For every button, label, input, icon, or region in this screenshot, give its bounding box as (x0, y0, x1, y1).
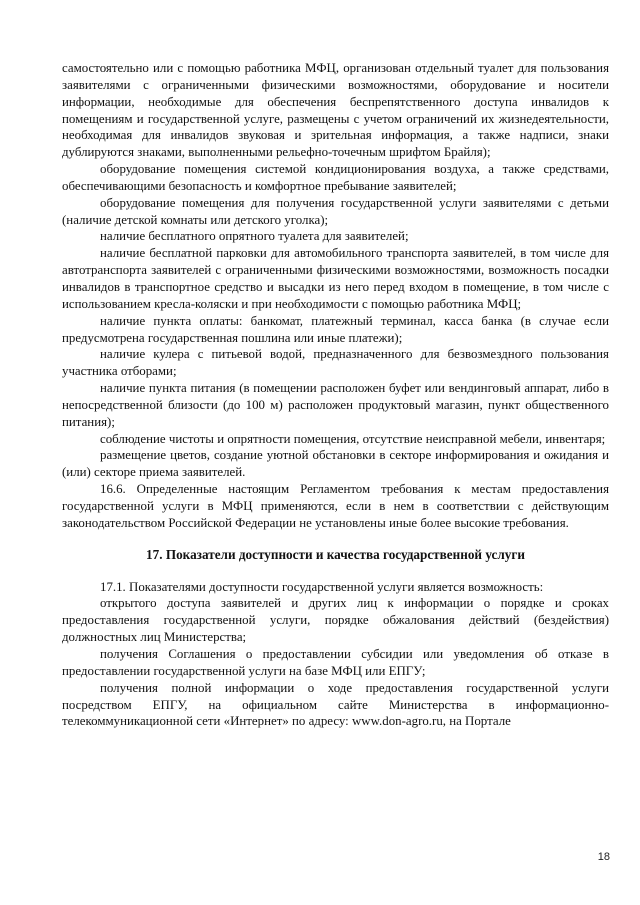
section-heading: 17. Показатели доступности и качества государственной услуги (146, 546, 525, 562)
paragraph: получения Соглашения о предоставлении субсидии или уведомления об отказе в предоставлении государственной услуги на базе МФЦ или ЕПГУ; (62, 647, 609, 678)
paragraph: наличие пункта оплаты: банкомат, платежный терминал, касса банка (в случае если предусмотрена государственная пошлина или иные платежи); (62, 313, 609, 345)
paragraph: размещение цветов, создание уютной обстановки в секторе информирования и ожидания и (или) секторе приема заявителей. (62, 448, 609, 480)
paragraph: наличие кулера с питьевой водой, предназначенного для безвозмездного пользования участника отборами; (62, 347, 609, 379)
paragraph: получения полной информации о ходе предоставления государственной услуги посредством ЕПГУ, на официальном сайте Министерства в информационно-телекоммуникационной сети «Интернет» по адресу: www.don-agro.ru, на Портале (62, 680, 609, 729)
paragraph: 16.6. Определенные настоящим Регламентом требования к местам предоставления государственной услуги в МФЦ применяются, если в нем в соответствии с действующим законодательством Российской Федерации не установлены иные более высокие требования. (62, 482, 609, 530)
paragraph: оборудование помещения системой кондиционирования воздуха, а также средствами, обеспечивающими безопасность и комфортное пребывание заявителей; (62, 162, 609, 193)
paragraph: наличие пункта питания (в помещении расположен буфет или вендинговый аппарат, либо в непосредственной близости (до 100 м) расположен продуктовый магазин, пункт общественного питания); (62, 381, 609, 429)
paragraph: наличие бесплатного опрятного туалета для заявителей; (100, 229, 409, 244)
paragraph: самостоятельно или с помощью работника МФЦ, организован отдельный туалет для пользования заявителями с ограниченными физическими возможностями, оборудование и носители информации, необходимые для обеспечения беспрепятственного доступа инвалидов к помещениям и государственной услуге, размещены с учетом ограничений их жизнедеятельности, необходимая для инвалидов звуковая и зрительная информация, а также надписи, знаки дублируются знаками, выполненными рельефно-точечным шрифтом Брайля); (62, 61, 609, 160)
paragraph: соблюдение чистоты и опрятности помещения, отсутствие неисправной мебели, инвентаря; (100, 431, 606, 446)
paragraph: открытого доступа заявителей и других лиц к информации о порядке и сроках предоставления государственной услуги, порядке обжалования действий (бездействия) должностных лиц Министерства; (62, 596, 609, 645)
paragraph: 17.1. Показателями доступности государственной услуги является возможность: (100, 579, 544, 594)
paragraph: наличие бесплатной парковки для автомобильного транспорта заявителей, в том числе для автотранспорта заявителей с ограниченными физическими возможностями, возможность посадки инвалидов в транспортное средство и высадки из него перед входом в помещение, в том числе с использованием кресла-коляски и при необходимости с помощью работника МФЦ; (62, 246, 609, 311)
page-number: 18 (597, 851, 610, 863)
document-page (62, 60, 609, 730)
paragraph: оборудование помещения для получения государственной услуги заявителями с детьми (наличие детской комнаты или детского уголка); (62, 195, 609, 227)
